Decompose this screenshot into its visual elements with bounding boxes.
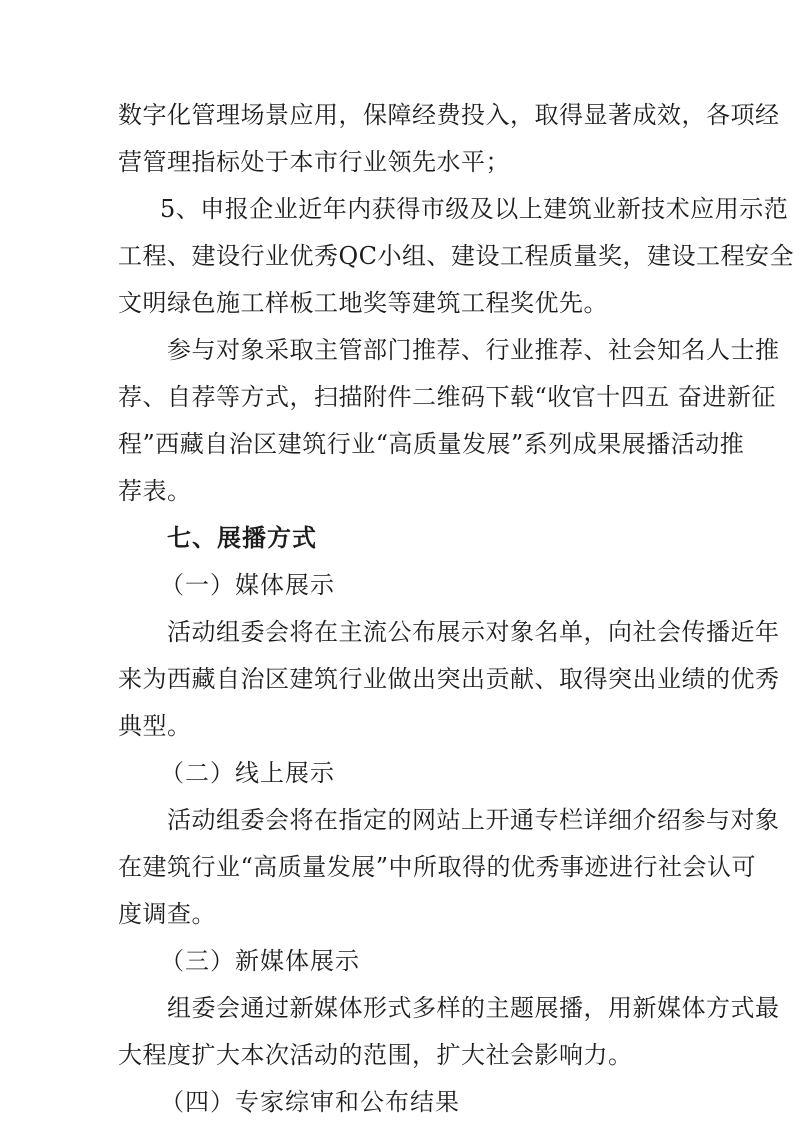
section-heading-7: 七、展播方式 bbox=[167, 524, 317, 552]
subsection-heading-3: （三）新媒体展示 bbox=[160, 947, 360, 975]
paragraph-line: 参与对象采取主管部门推荐、行业推荐、社会知名人士推 bbox=[167, 336, 780, 364]
subsection-heading-4: （四）专家综审和公布结果 bbox=[160, 1088, 460, 1116]
paragraph-line: 来为西藏自治区建筑行业做出突出贡献、取得突出业绩的优秀 bbox=[118, 665, 780, 693]
paragraph-line: 组委会通过新媒体形式多样的主题展播，用新媒体方式最 bbox=[167, 994, 780, 1022]
paragraph-line: 文明绿色施工样板工地奖等建筑工程奖优先。 bbox=[118, 289, 608, 317]
paragraph-line: 工程、建设行业优秀QC小组、建设工程质量奖，建设工程安全 bbox=[118, 242, 794, 270]
paragraph-line: 度调查。 bbox=[118, 900, 216, 928]
paragraph-line: 大程度扩大本次活动的范围，扩大社会影响力。 bbox=[118, 1041, 633, 1069]
paragraph-line: 荐、自荐等方式，扫描附件二维码下载“收官十四五 奋进新征 bbox=[118, 383, 776, 411]
paragraph-line: 活动组委会将在主流公布展示对象名单，向社会传播近年 bbox=[167, 618, 780, 646]
paragraph-line: 荐表。 bbox=[118, 477, 192, 505]
list-item-5: 5、申报企业近年内获得市级及以上建筑业新技术应用示范 bbox=[160, 195, 789, 223]
paragraph-line: 在建筑行业“高质量发展”中所取得的优秀事迹进行社会认可 bbox=[118, 853, 757, 881]
paragraph-line: 营管理指标处于本市行业领先水平； bbox=[118, 148, 510, 176]
subsection-heading-1: （一）媒体展示 bbox=[160, 571, 335, 599]
paragraph-line: 典型。 bbox=[118, 712, 192, 740]
subsection-heading-2: （二）线上展示 bbox=[160, 759, 335, 787]
paragraph-line: 程”西藏自治区建筑行业“高质量发展”系列成果展播活动推 bbox=[118, 430, 745, 458]
paragraph-line: 活动组委会将在指定的网站上开通专栏详细介绍参与对象 bbox=[167, 806, 780, 834]
paragraph-line: 数字化管理场景应用，保障经费投入，取得显著成效，各项经 bbox=[118, 101, 780, 129]
